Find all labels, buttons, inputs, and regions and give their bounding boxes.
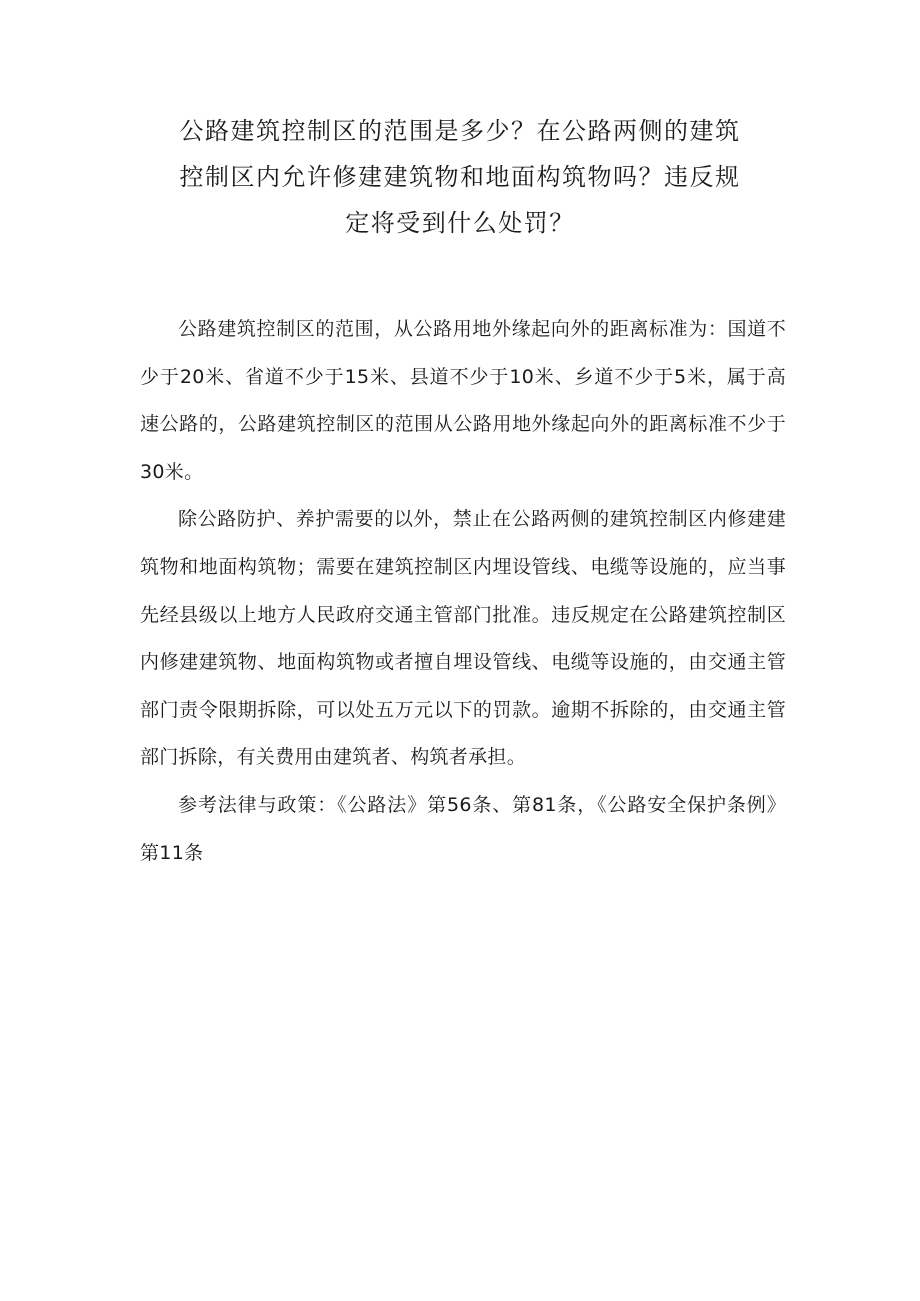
- title-line: 控制区内允许修建建筑物和地面构筑物吗？违反规: [179, 163, 741, 191]
- paragraph-control-zone-range: 公路建筑控制区的范围，从公路用地外缘起向外的距离标准为：国道不少于20米、省道不少于15米、县道不少于10米、乡道不少于5米，属于高速公路的，公路建筑控制区的范围从公路用地外缘起向外的距离标准不少于30米。: [140, 318, 786, 483]
- document-title: [150, 108, 770, 246]
- title-line: 公路建筑控制区的范围是多少？在公路两侧的建筑: [179, 117, 741, 145]
- title-line: 定将受到什么处罚？: [345, 209, 575, 237]
- paragraph-legal-references: 参考法律与政策：《公路法》第56条、第81条，《公路安全保护条例》第11条: [140, 793, 786, 864]
- document-body: [140, 306, 786, 877]
- paragraph-construction-prohibition: 除公路防护、养护需要的以外，禁止在公路两侧的建筑控制区内修建建筑物和地面构筑物；需要在建筑控制区内埋设管线、电缆等设施的，应当事先经县级以上地方人民政府交通主管部门批准。违反规定在公路建筑控制区内修建建筑物、地面构筑物或者擅自埋设管线、电缆等设施的，由交通主管部门责令限期拆除，可以处五万元以下的罚款。逾期不拆除的，由交通主管部门拆除，有关费用由建筑者、构筑者承担。: [140, 508, 786, 769]
